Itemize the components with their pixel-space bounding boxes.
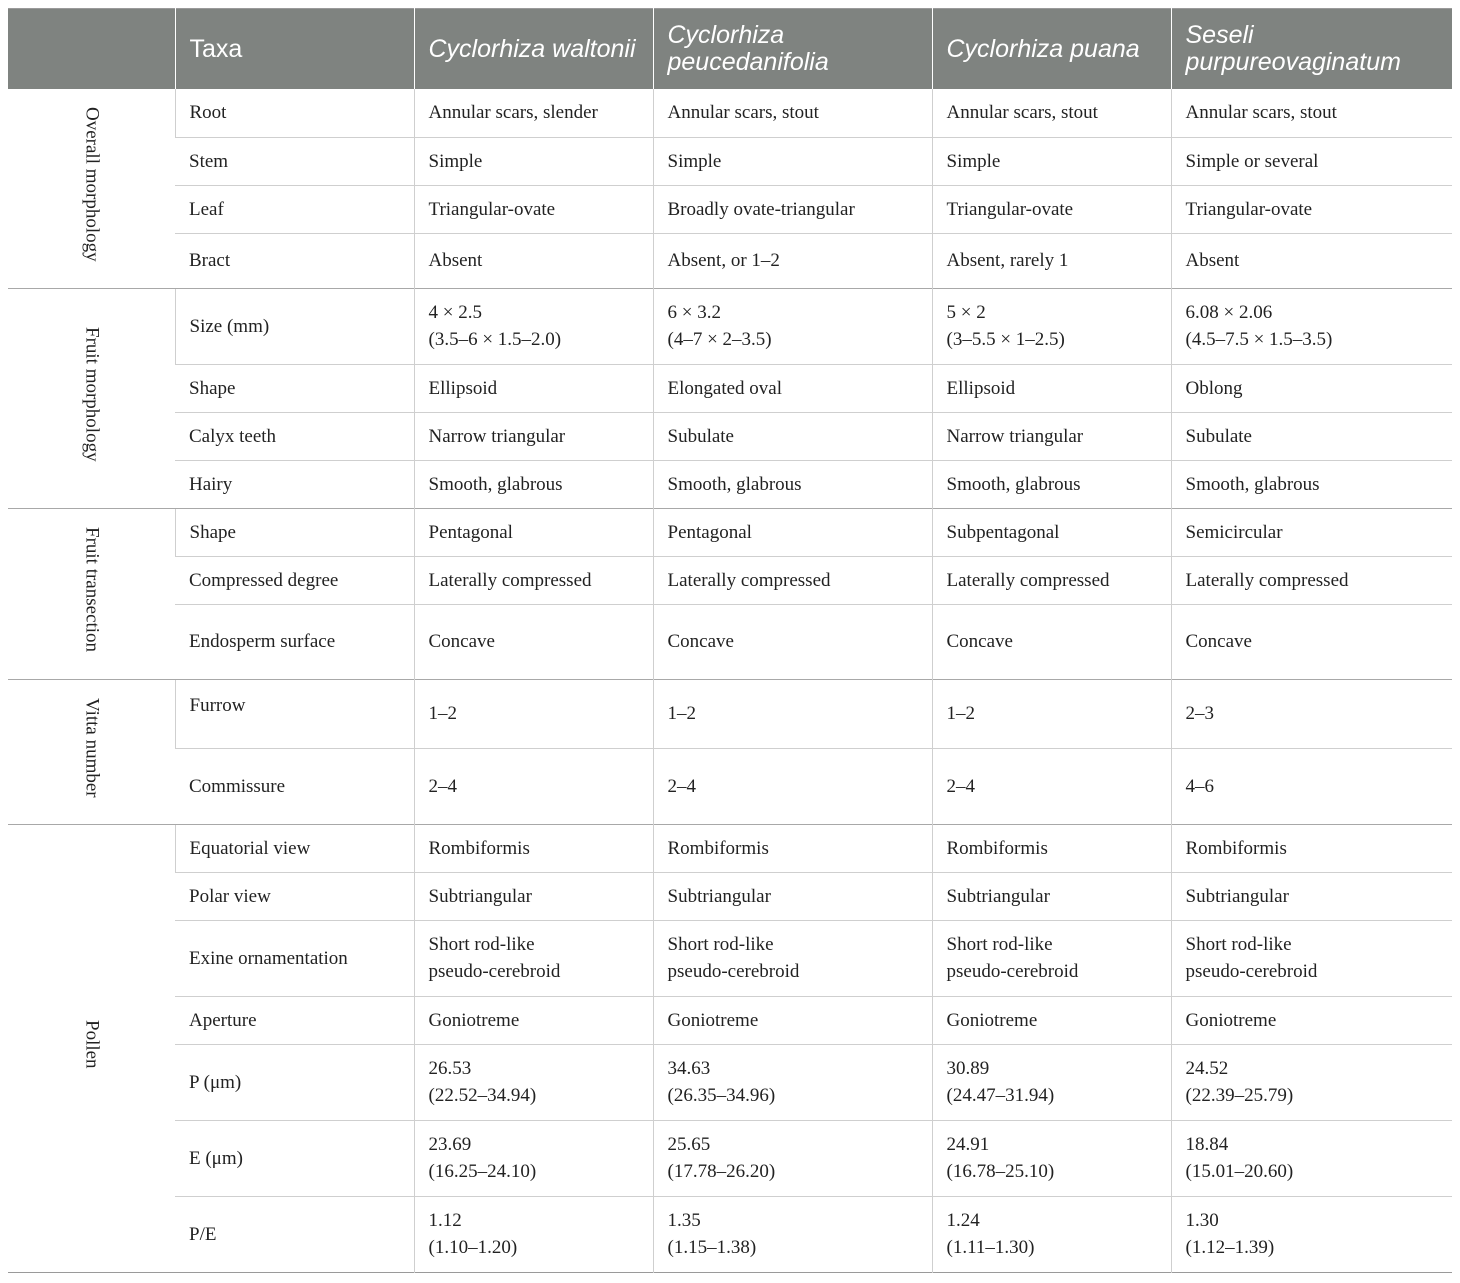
- row-label: Hairy: [175, 460, 414, 508]
- value-cell: [932, 508, 1171, 556]
- value-range-line: (16.25–24.10): [428, 1161, 537, 1182]
- value-line: Simple or several: [1185, 150, 1319, 172]
- value-range-line: (15.01–20.60): [1185, 1161, 1294, 1182]
- value-line: Subtriangular: [667, 885, 771, 907]
- table-row: [8, 1120, 1452, 1196]
- header-taxa: Taxa: [175, 9, 414, 90]
- value-line: Smooth, glabrous: [667, 473, 802, 495]
- row-label: Shape: [175, 364, 414, 412]
- table-row: [8, 364, 1452, 412]
- value-cell: [414, 508, 653, 556]
- value-line: Broadly ovate-triangular: [667, 198, 855, 220]
- value-line: Annular scars, slender: [428, 102, 598, 124]
- value-line: Short rod-like: [667, 934, 774, 955]
- value-line: 1–2: [428, 703, 457, 724]
- value-cell: [414, 920, 653, 996]
- value-range-line: (16.78–25.10): [946, 1161, 1055, 1182]
- value-cell: [414, 185, 653, 233]
- value-cell: [1171, 1120, 1452, 1196]
- table-row: [8, 1196, 1452, 1272]
- table-row: [8, 185, 1452, 233]
- value-line: Concave: [667, 631, 734, 652]
- value-range-line: (4–7 × 2–3.5): [667, 329, 772, 350]
- value-line: Absent: [1185, 250, 1240, 271]
- value-cell: [414, 137, 653, 185]
- value-line: Short rod-like: [946, 934, 1053, 955]
- table-row: [8, 137, 1452, 185]
- value-line: Subpentagonal: [946, 521, 1060, 543]
- value-range-line: (22.52–34.94): [428, 1085, 537, 1106]
- value-line: Oblong: [1185, 377, 1243, 399]
- value-line: Concave: [1185, 631, 1252, 652]
- value-cell: [414, 1120, 653, 1196]
- group-label-cell: [8, 288, 175, 508]
- value-line: Goniotreme: [946, 1009, 1038, 1031]
- value-range-line: pseudo-cerebroid: [428, 961, 561, 982]
- value-line: Absent, or 1–2: [667, 250, 780, 271]
- group-label-cell: [8, 89, 175, 288]
- value-cell: [414, 872, 653, 920]
- value-cell: [653, 1044, 932, 1120]
- value-line: 2–3: [1185, 703, 1214, 724]
- value-cell: [932, 556, 1171, 604]
- row-label: Endosperm surface: [175, 604, 414, 679]
- row-label: Equatorial view: [175, 824, 414, 872]
- value-cell: [653, 185, 932, 233]
- value-cell: [1171, 1044, 1452, 1120]
- comparison-table-container: [8, 8, 1452, 1273]
- value-cell: [1171, 920, 1452, 996]
- table-row: [8, 748, 1452, 824]
- value-line: Elongated oval: [667, 377, 782, 399]
- value-range-line: pseudo-cerebroid: [1185, 961, 1318, 982]
- value-cell: [653, 604, 932, 679]
- group-label: Pollen: [81, 1019, 103, 1069]
- group-label: Fruit morphology: [81, 326, 103, 462]
- table-row: [8, 233, 1452, 288]
- value-range-line: (26.35–34.96): [667, 1085, 776, 1106]
- value-cell: [1171, 364, 1452, 412]
- value-cell: [653, 460, 932, 508]
- value-line: Absent: [428, 250, 483, 271]
- value-cell: [932, 996, 1171, 1044]
- value-line: 2–4: [667, 775, 696, 797]
- value-line: Laterally compressed: [667, 569, 831, 591]
- value-cell: [1171, 679, 1452, 748]
- table-row: [8, 996, 1452, 1044]
- value-cell: [653, 872, 932, 920]
- table-row: [8, 679, 1452, 748]
- table-row: [8, 920, 1452, 996]
- header-species-4: Seseli purpureovaginatum: [1171, 9, 1452, 90]
- value-line: Simple: [428, 150, 483, 172]
- value-cell: [414, 556, 653, 604]
- value-cell: [932, 364, 1171, 412]
- value-line: Goniotreme: [1185, 1009, 1277, 1031]
- value-cell: [414, 288, 653, 364]
- value-cell: [1171, 412, 1452, 460]
- table-body: [8, 89, 1452, 1272]
- value-cell: [1171, 996, 1452, 1044]
- value-line: 6.08 × 2.06: [1185, 302, 1273, 323]
- value-line: Ellipsoid: [428, 377, 498, 399]
- value-cell: [1171, 233, 1452, 288]
- row-label: P (μm): [175, 1044, 414, 1120]
- value-cell: [414, 1044, 653, 1120]
- value-line: Annular scars, stout: [946, 102, 1098, 124]
- value-cell: [414, 824, 653, 872]
- value-range-line: (3–5.5 × 1–2.5): [946, 329, 1065, 350]
- value-cell: [932, 748, 1171, 824]
- value-range-line: pseudo-cerebroid: [946, 961, 1079, 982]
- value-cell: [1171, 824, 1452, 872]
- value-cell: [932, 233, 1171, 288]
- value-cell: [932, 679, 1171, 748]
- value-line: Rombiformis: [428, 837, 530, 859]
- value-line: 2–4: [946, 775, 975, 797]
- table-row: [8, 508, 1452, 556]
- value-cell: [414, 679, 653, 748]
- value-cell: [414, 996, 653, 1044]
- value-line: Concave: [428, 631, 495, 652]
- value-line: Goniotreme: [428, 1009, 520, 1031]
- value-cell: [1171, 872, 1452, 920]
- value-cell: [1171, 137, 1452, 185]
- value-line: Narrow triangular: [428, 425, 566, 447]
- value-range-line: (3.5–6 × 1.5–2.0): [428, 329, 562, 350]
- value-cell: [653, 412, 932, 460]
- value-line: Pentagonal: [667, 521, 752, 543]
- value-line: Subulate: [667, 425, 734, 447]
- value-line: Subtriangular: [428, 885, 532, 907]
- value-line: Smooth, glabrous: [1185, 473, 1320, 495]
- value-range-line: (1.11–1.30): [946, 1237, 1035, 1258]
- value-line: 26.53: [428, 1058, 472, 1079]
- value-cell: [653, 1120, 932, 1196]
- value-line: 4–6: [1185, 775, 1214, 797]
- value-line: 1.35: [667, 1210, 701, 1231]
- row-label: Furrow: [175, 679, 414, 748]
- row-label: Aperture: [175, 996, 414, 1044]
- table-row: [8, 412, 1452, 460]
- value-line: Triangular-ovate: [428, 198, 556, 220]
- value-line: Concave: [946, 631, 1013, 652]
- value-cell: [414, 1196, 653, 1272]
- value-cell: [1171, 748, 1452, 824]
- value-cell: [932, 185, 1171, 233]
- value-cell: [653, 824, 932, 872]
- value-line: Semicircular: [1185, 521, 1283, 543]
- value-line: Triangular-ovate: [946, 198, 1074, 220]
- row-label: Root: [175, 89, 414, 137]
- value-line: Smooth, glabrous: [946, 473, 1081, 495]
- value-line: Narrow triangular: [946, 425, 1084, 447]
- group-label-cell: [8, 824, 175, 1272]
- row-label: Polar view: [175, 872, 414, 920]
- value-cell: [653, 364, 932, 412]
- value-line: Subtriangular: [1185, 885, 1289, 907]
- value-line: 24.91: [946, 1134, 990, 1155]
- value-cell: [653, 679, 932, 748]
- value-range-line: (4.5–7.5 × 1.5–3.5): [1185, 329, 1333, 350]
- table-row: [8, 556, 1452, 604]
- row-label: Compressed degree: [175, 556, 414, 604]
- header-species-1: Cyclorhiza waltonii: [414, 9, 653, 90]
- value-line: Rombiformis: [946, 837, 1048, 859]
- table-row: [8, 824, 1452, 872]
- value-line: Pentagonal: [428, 521, 513, 543]
- value-line: Annular scars, stout: [667, 102, 819, 124]
- value-cell: [932, 920, 1171, 996]
- group-label: Fruit transection: [81, 526, 103, 653]
- value-line: Short rod-like: [428, 934, 535, 955]
- value-range-line: (24.47–31.94): [946, 1085, 1055, 1106]
- value-line: 1–2: [946, 703, 975, 724]
- value-line: Absent, rarely 1: [946, 250, 1069, 271]
- value-line: Short rod-like: [1185, 934, 1292, 955]
- value-line: Laterally compressed: [428, 569, 592, 591]
- value-cell: [932, 1196, 1171, 1272]
- value-cell: [653, 508, 932, 556]
- value-cell: [1171, 89, 1452, 137]
- table-row: [8, 460, 1452, 508]
- value-line: 5 × 2: [946, 302, 986, 323]
- value-cell: [932, 137, 1171, 185]
- value-line: Laterally compressed: [1185, 569, 1349, 591]
- row-label: Bract: [175, 233, 414, 288]
- value-line: 6 × 3.2: [667, 302, 721, 323]
- value-cell: [414, 604, 653, 679]
- value-cell: [414, 233, 653, 288]
- value-cell: [1171, 1196, 1452, 1272]
- value-cell: [653, 996, 932, 1044]
- group-label-cell: [8, 508, 175, 679]
- value-line: Laterally compressed: [946, 569, 1110, 591]
- taxa-comparison-table: [8, 8, 1452, 1273]
- value-line: 1.12: [428, 1210, 462, 1231]
- value-cell: [653, 89, 932, 137]
- value-cell: [932, 604, 1171, 679]
- table-row: [8, 89, 1452, 137]
- header-species-3: Cyclorhiza puana: [932, 9, 1171, 90]
- value-range-line: (1.10–1.20): [428, 1237, 518, 1258]
- value-cell: [932, 89, 1171, 137]
- value-cell: [1171, 460, 1452, 508]
- group-label: Vitta number: [81, 697, 103, 798]
- value-cell: [653, 288, 932, 364]
- value-line: 1.24: [946, 1210, 980, 1231]
- value-range-line: (17.78–26.20): [667, 1161, 776, 1182]
- value-cell: [932, 412, 1171, 460]
- header-species-2: Cyclorhiza peucedanifolia: [653, 9, 932, 90]
- value-range-line: (22.39–25.79): [1185, 1085, 1294, 1106]
- value-cell: [653, 137, 932, 185]
- row-label: Commissure: [175, 748, 414, 824]
- value-line: 18.84: [1185, 1134, 1229, 1155]
- table-header-row: [8, 9, 1452, 90]
- value-range-line: (1.15–1.38): [667, 1237, 757, 1258]
- value-line: Simple: [667, 150, 722, 172]
- value-line: 1–2: [667, 703, 696, 724]
- value-cell: [653, 748, 932, 824]
- value-line: 1.30: [1185, 1210, 1219, 1231]
- value-cell: [932, 1120, 1171, 1196]
- table-row: [8, 1044, 1452, 1120]
- value-cell: [653, 1196, 932, 1272]
- value-cell: [414, 412, 653, 460]
- group-label: Overall morphology: [81, 106, 103, 262]
- row-label: Size (mm): [175, 288, 414, 364]
- row-label: Shape: [175, 508, 414, 556]
- group-label-cell: [8, 679, 175, 824]
- value-line: Rombiformis: [667, 837, 769, 859]
- value-cell: [1171, 556, 1452, 604]
- value-line: 4 × 2.5: [428, 302, 482, 323]
- row-label: Exine ornamentation: [175, 920, 414, 996]
- value-cell: [932, 460, 1171, 508]
- value-line: Rombiformis: [1185, 837, 1287, 859]
- row-label: E (μm): [175, 1120, 414, 1196]
- value-line: Triangular-ovate: [1185, 198, 1313, 220]
- value-line: Simple: [946, 150, 1001, 172]
- value-cell: [414, 748, 653, 824]
- value-cell: [1171, 185, 1452, 233]
- value-line: 23.69: [428, 1134, 472, 1155]
- value-line: Annular scars, stout: [1185, 102, 1337, 124]
- value-line: Smooth, glabrous: [428, 473, 563, 495]
- table-row: [8, 872, 1452, 920]
- value-cell: [932, 824, 1171, 872]
- value-line: 2–4: [428, 775, 457, 797]
- value-line: 24.52: [1185, 1058, 1229, 1079]
- value-cell: [1171, 604, 1452, 679]
- table-row: [8, 288, 1452, 364]
- row-label: P/E: [175, 1196, 414, 1272]
- value-cell: [653, 556, 932, 604]
- value-cell: [414, 364, 653, 412]
- row-label: Calyx teeth: [175, 412, 414, 460]
- value-cell: [932, 288, 1171, 364]
- row-label: Stem: [175, 137, 414, 185]
- value-line: Subtriangular: [946, 885, 1050, 907]
- value-line: Ellipsoid: [946, 377, 1016, 399]
- value-line: Goniotreme: [667, 1009, 759, 1031]
- value-cell: [653, 233, 932, 288]
- value-cell: [414, 460, 653, 508]
- table-row: [8, 604, 1452, 679]
- row-label: Leaf: [175, 185, 414, 233]
- value-cell: [932, 1044, 1171, 1120]
- value-line: Subulate: [1185, 425, 1252, 447]
- value-range-line: (1.12–1.39): [1185, 1237, 1275, 1258]
- value-line: 25.65: [667, 1134, 711, 1155]
- value-cell: [1171, 508, 1452, 556]
- header-group-cell: [8, 9, 175, 90]
- value-range-line: pseudo-cerebroid: [667, 961, 800, 982]
- value-line: 34.63: [667, 1058, 711, 1079]
- value-cell: [653, 920, 932, 996]
- value-cell: [1171, 288, 1452, 364]
- value-cell: [414, 89, 653, 137]
- value-cell: [932, 872, 1171, 920]
- value-line: 30.89: [946, 1058, 990, 1079]
